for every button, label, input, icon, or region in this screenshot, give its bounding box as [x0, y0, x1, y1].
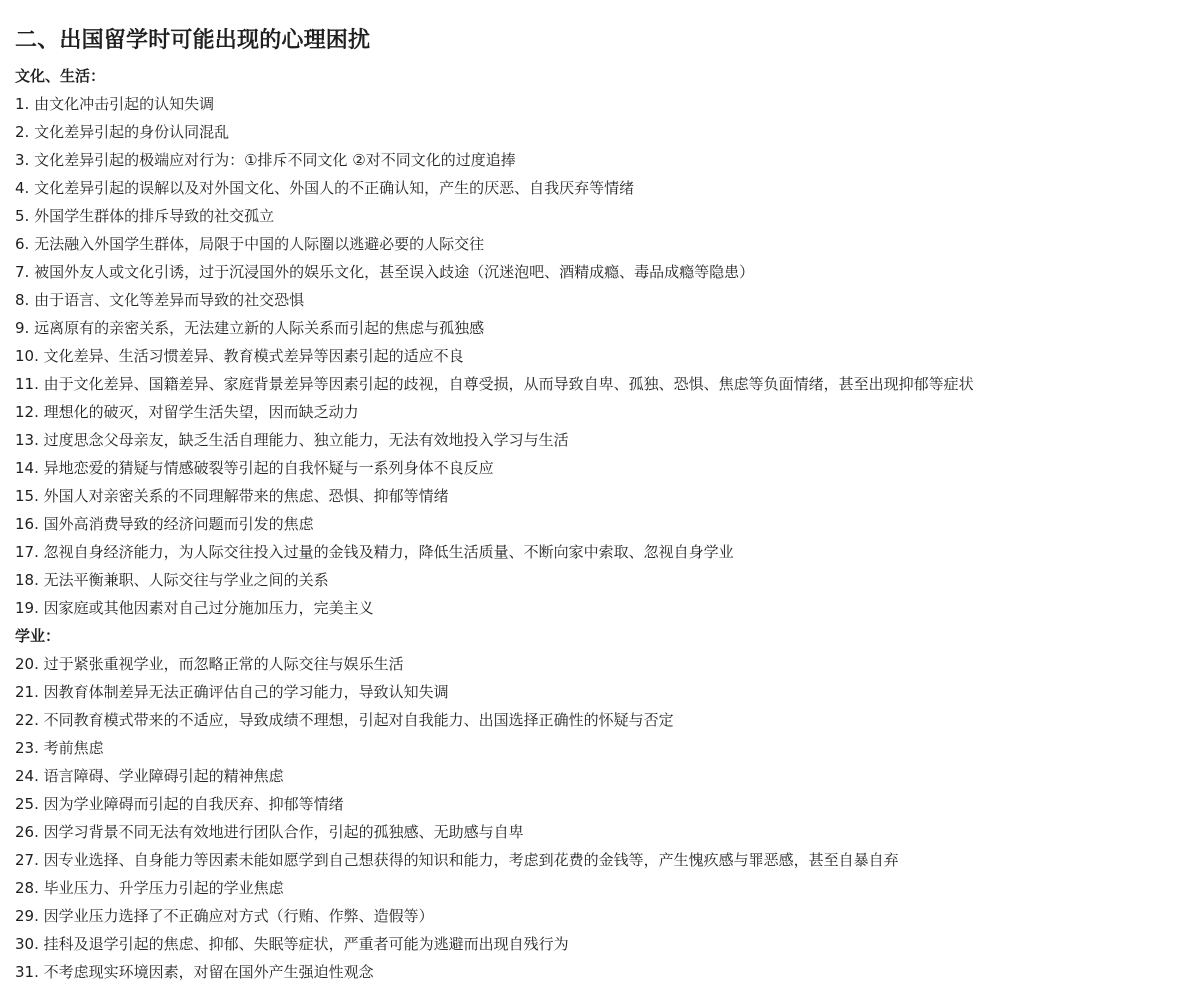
list-item: 13. 过度思念父母亲友，缺乏生活自理能力、独立能力，无法有效地投入学习与生活 [15, 431, 569, 449]
item-list [15, 650, 1186, 986]
list-item: 16. 国外高消费导致的经济问题而引发的焦虑 [15, 515, 314, 533]
list-item: 1. 由文化冲击引起的认知失调 [15, 95, 215, 113]
list-item: 19. 因家庭或其他因素对自己过分施加压力，完美主义 [15, 599, 374, 617]
list-item: 15. 外国人对亲密关系的不同理解带来的焦虑、恐惧、抑郁等情绪 [15, 487, 449, 505]
list-item: 25. 因为学业障碍而引起的自我厌弃、抑郁等情绪 [15, 795, 344, 813]
page-title: 二、出国留学时可能出现的心理困扰 [15, 28, 371, 53]
list-item: 23. 考前焦虑 [15, 739, 104, 757]
section-heading: 文化、生活： [15, 67, 106, 85]
list-item: 8. 由于语言、文化等差异而导致的社交恐惧 [15, 291, 305, 309]
list-item: 20. 过于紧张重视学业，而忽略正常的人际交往与娱乐生活 [15, 655, 404, 673]
list-item: 11. 由于文化差异、国籍差异、家庭背景差异等因素引起的歧视，自尊受损，从而导致自卑、孤独、恐惧、焦虑等负面情绪，甚至出现抑郁等症状 [15, 375, 974, 393]
list-item: 22. 不同教育模式带来的不适应，导致成绩不理想，引起对自我能力、出国选择正确性的怀疑与否定 [15, 711, 674, 729]
list-item: 17. 忽视自身经济能力，为人际交往投入过量的金钱及精力，降低生活质量、不断向家中索取、忽视自身学业 [15, 543, 734, 561]
section-heading: 学业： [15, 627, 61, 645]
list-item: 31. 不考虑现实环境因素，对留在国外产生强迫性观念 [15, 963, 374, 981]
list-item: 14. 异地恋爱的猜疑与情感破裂等引起的自我怀疑与一系列身体不良反应 [15, 459, 494, 477]
list-item: 4. 文化差异引起的误解以及对外国文化、外国人的不正确认知，产生的厌恶、自我厌弃等情绪 [15, 179, 635, 197]
list-item: 7. 被国外友人或文化引诱，过于沉浸国外的娱乐文化，甚至误入歧途（沉迷泡吧、酒精成瘾、毒品成瘾等隐患） [15, 263, 755, 281]
list-item: 26. 因学习背景不同无法有效地进行团队合作，引起的孤独感、无助感与自卑 [15, 823, 524, 841]
list-item: 24. 语言障碍、学业障碍引起的精神焦虑 [15, 767, 284, 785]
list-item: 6. 无法融入外国学生群体，局限于中国的人际圈以逃避必要的人际交往 [15, 235, 485, 253]
list-item: 27. 因专业选择、自身能力等因素未能如愿学到自己想获得的知识和能力，考虑到花费的金钱等，产生愧疚感与罪恶感，甚至自暴自弃 [15, 851, 899, 869]
list-item: 30. 挂科及退学引起的焦虑、抑郁、失眠等症状，严重者可能为逃避而出现自残行为 [15, 935, 569, 953]
list-item: 9. 远离原有的亲密关系，无法建立新的人际关系而引起的焦虑与孤独感 [15, 319, 485, 337]
list-item: 28. 毕业压力、升学压力引起的学业焦虑 [15, 879, 284, 897]
item-list [15, 90, 1186, 622]
list-item: 5. 外国学生群体的排斥导致的社交孤立 [15, 207, 275, 225]
list-item: 2. 文化差异引起的身份认同混乱 [15, 123, 230, 141]
list-item: 18. 无法平衡兼职、人际交往与学业之间的关系 [15, 571, 329, 589]
list-item: 21. 因教育体制差异无法正确评估自己的学习能力，导致认知失调 [15, 683, 449, 701]
list-item: 29. 因学业压力选择了不正确应对方式（行贿、作弊、造假等） [15, 907, 434, 925]
list-item: 10. 文化差异、生活习惯差异、教育模式差异等因素引起的适应不良 [15, 347, 464, 365]
list-item: 12. 理想化的破灭，对留学生活失望，因而缺乏动力 [15, 403, 359, 421]
section-culture-life [15, 62, 1186, 622]
list-item: 3. 文化差异引起的极端应对行为：①排斥不同文化 ②对不同文化的过度追捧 [15, 151, 516, 169]
section-academics [15, 622, 1186, 986]
